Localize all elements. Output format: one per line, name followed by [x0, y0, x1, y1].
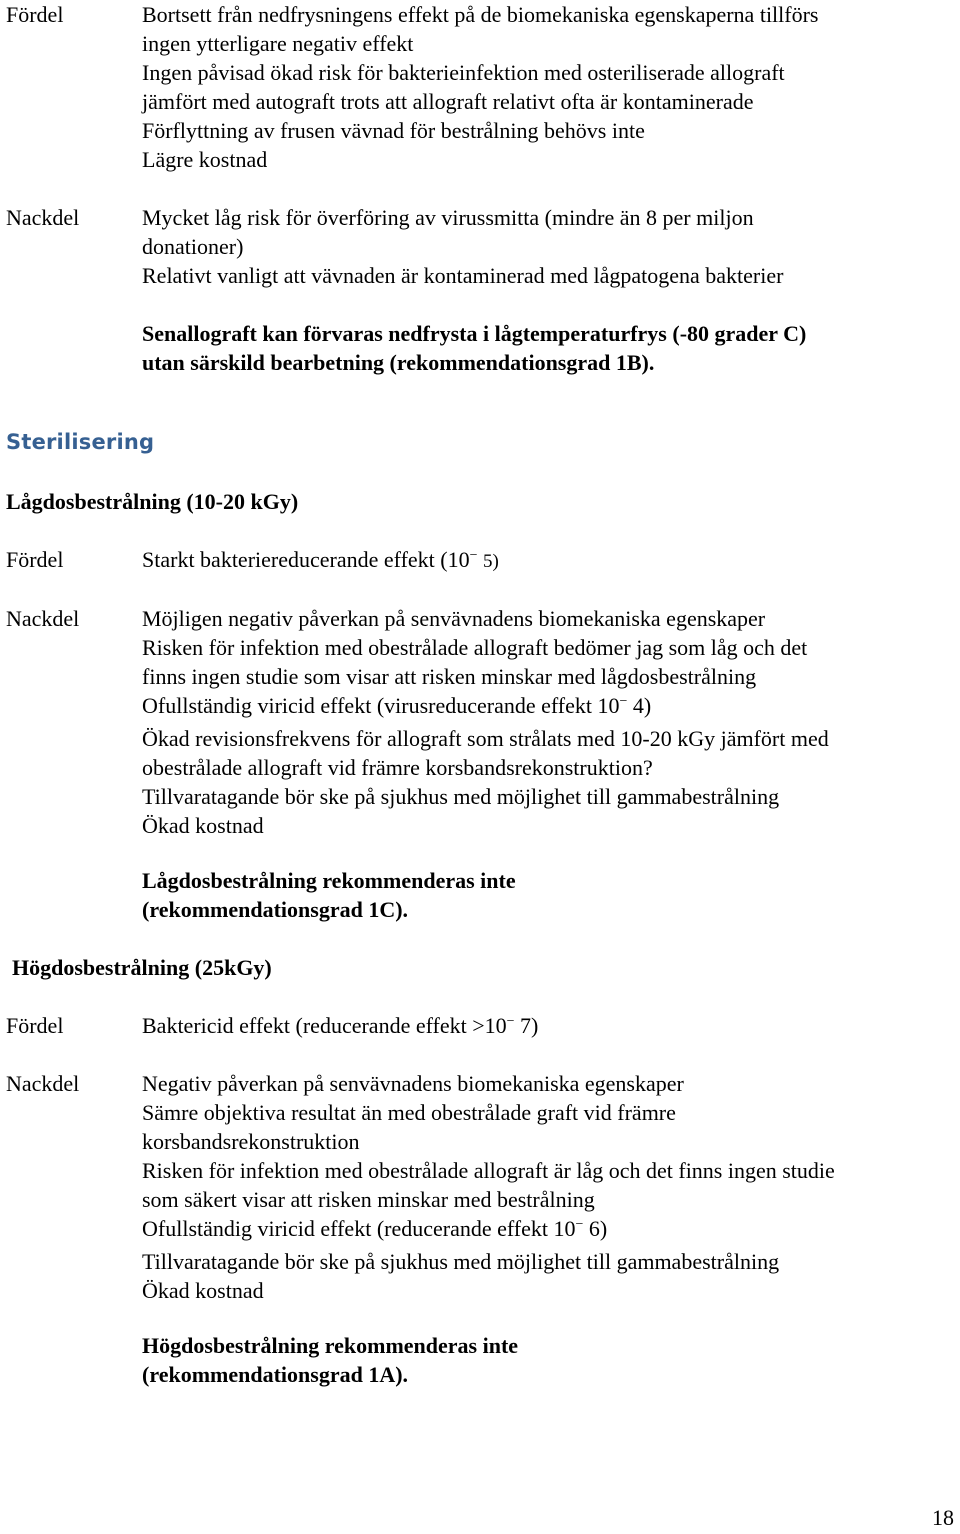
fordel-line: Lägre kostnad: [142, 147, 268, 172]
recommendation-line: Högdosbestrålning rekommenderas inte: [142, 1333, 519, 1358]
nackdel-line: Ökad kostnad: [142, 1278, 264, 1303]
nackdel-line: obestrålade allograft vid främre korsbandsrekonstruktion?: [142, 755, 653, 780]
nackdel-line: Möjligen negativ påverkan på senvävnadens biomekaniska egenskaper: [142, 606, 766, 631]
nackdel-line: finns ingen studie som visar att risken minskar med lågdosbestrålning: [142, 664, 757, 689]
viricid-tail: 4): [632, 693, 652, 718]
highdose-heading: Högdosbestrålning (25kGy): [12, 955, 272, 980]
fordel-label: Fördel: [6, 2, 64, 27]
nackdel-line: [142, 1214, 954, 1247]
lowdose-fordel-content: [142, 545, 954, 578]
highdose-fordel-content: [142, 1011, 954, 1044]
fordel-line: Bortsett från nedfrysningens effekt på de biomekaniska egenskaperna tillförs: [142, 2, 819, 27]
highdose-fordel-tail: 7): [520, 1013, 539, 1038]
lowdose-nackdel-content: [142, 604, 954, 840]
fordel-content: [142, 0, 954, 174]
recommendation-line: Senallograft kan förvaras nedfrysta i lågtemperaturfrys (-80 grader C): [142, 321, 807, 346]
fordel-line: jämfört med autograft trots att allograft relativt ofta är kontaminerade: [142, 89, 754, 114]
nackdel-line: korsbandsrekonstruktion: [142, 1129, 360, 1154]
nackdel-line: Ökad kostnad: [142, 813, 264, 838]
fordel-label: Fördel: [6, 1013, 64, 1038]
recommendation-text: [142, 1331, 954, 1389]
fordel-line: ingen ytterligare negativ effekt: [142, 31, 414, 56]
recommendation-text: [142, 866, 954, 924]
recommendation-line: (rekommendationsgrad 1C).: [142, 897, 409, 922]
recommendation-line: (rekommendationsgrad 1A).: [142, 1362, 409, 1387]
recommendation-line: Lågdosbestrålning rekommenderas inte: [142, 868, 516, 893]
nackdel-label: Nackdel: [6, 606, 80, 631]
nackdel-line: Risken för infektion med obestrålade allograft är låg och det finns ingen studie: [142, 1158, 835, 1183]
nackdel-label: Nackdel: [6, 205, 80, 230]
recommendation-text: [142, 319, 954, 377]
exponent-minus: −: [575, 1217, 584, 1232]
exponent-minus: −: [469, 548, 478, 563]
highdose-fordel-text: Baktericid effekt (reducerande effekt >10: [142, 1013, 507, 1038]
viricid-text: Ofullständig viricid effekt (virusreducerande effekt 10: [142, 693, 620, 718]
lowdose-fordel-line: [142, 545, 954, 578]
fordel-line: Förflyttning av frusen vävnad för bestrålning behövs inte: [142, 118, 645, 143]
nackdel-line: Tillvaratagande bör ske på sjukhus med möjlighet till gammabestrålning: [142, 1249, 780, 1274]
nackdel-line: [142, 691, 954, 724]
nackdel-line: Relativt vanligt att vävnaden är kontaminerad med lågpatogena bakterier: [142, 263, 784, 288]
lowdose-fordel-tail: 5): [483, 551, 499, 572]
highdose-nackdel-content: [142, 1069, 954, 1305]
fordel-label: Fördel: [6, 547, 64, 572]
nackdel-line: Ökad revisionsfrekvens för allograft som strålats med 10-20 kGy jämfört med: [142, 726, 829, 751]
nackdel-line: Mycket låg risk för överföring av virussmitta (mindre än 8 per miljon: [142, 205, 754, 230]
exponent-minus: −: [619, 694, 628, 709]
viricid-tail: 6): [588, 1216, 608, 1241]
lowdose-fordel-text: Starkt bakteriereducerande effekt (10: [142, 547, 470, 572]
recommendation-line: utan särskild bearbetning (rekommendationsgrad 1B).: [142, 350, 655, 375]
nackdel-line: Risken för infektion med obestrålade allograft bedömer jag som låg och det: [142, 635, 808, 660]
nackdel-content: [142, 203, 954, 290]
nackdel-line: Tillvaratagande bör ske på sjukhus med möjlighet till gammabestrålning: [142, 784, 780, 809]
nackdel-line: som säkert visar att risken minskar med bestrålning: [142, 1187, 595, 1212]
nackdel-line: donationer): [142, 234, 244, 259]
nackdel-line: Sämre objektiva resultat än med obestrålade graft vid främre: [142, 1100, 676, 1125]
sterilisering-heading: Sterilisering: [6, 430, 155, 454]
nackdel-label: Nackdel: [6, 1071, 80, 1096]
lowdose-heading: Lågdosbestrålning (10-20 kGy): [6, 489, 299, 514]
nackdel-line: Negativ påverkan på senvävnadens biomekaniska egenskaper: [142, 1071, 684, 1096]
viricid-text: Ofullständig viricid effekt (reducerande effekt 10: [142, 1216, 576, 1241]
page-number: 18: [932, 1505, 954, 1530]
highdose-fordel-line: [142, 1011, 954, 1044]
exponent-minus: −: [506, 1014, 515, 1029]
fordel-line: Ingen påvisad ökad risk för bakterieinfektion med osteriliserade allograft: [142, 60, 785, 85]
